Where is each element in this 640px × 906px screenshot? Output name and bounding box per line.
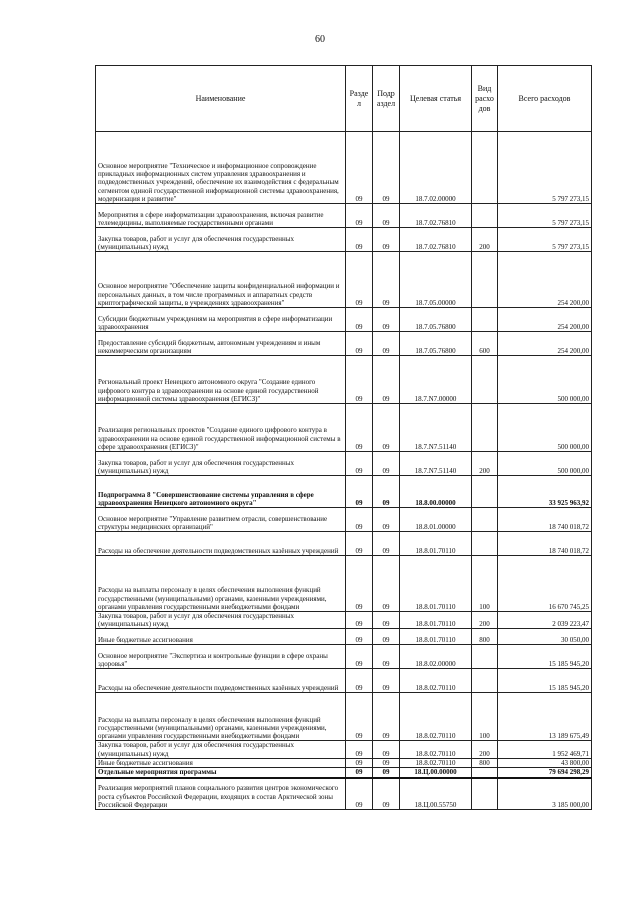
cell-target: 18.8.01.70110	[400, 556, 472, 612]
cell-name: Закупка товаров, работ и услуг для обеспечения государственных (муниципальных) нужд	[96, 741, 346, 758]
cell-name: Основное мероприятие "Обеспечение защиты конфиденциальной информации и персональных данных, в том числе программных и аппаратных средств криптографической защиты, в учреждениях здравоохранения"	[96, 252, 346, 308]
cell-expense-type	[472, 778, 498, 810]
cell-name: Субсидии бюджетным учреждениям на мероприятия в сфере информатизации здравоохранения	[96, 308, 346, 332]
cell-total: 500 000,00	[498, 356, 592, 404]
cell-subsection: 09	[373, 228, 400, 252]
cell-total: 5 797 273,15	[498, 204, 592, 228]
cell-subsection: 09	[373, 332, 400, 356]
cell-expense-type: 200	[472, 741, 498, 758]
table-row	[96, 404, 592, 452]
cell-name: Расходы на обеспечение деятельности подведомственных казённых учреждений	[96, 669, 346, 693]
cell-name: Региональный проект Ненецкого автономного округа "Создание единого цифрового контура в здравоохранении на основе единой государственной информационной системы здравоохранения (ЕГИСЗ)"	[96, 356, 346, 404]
table-row	[96, 476, 592, 508]
cell-expense-type	[472, 508, 498, 532]
cell-target: 18.7.05.76800	[400, 332, 472, 356]
cell-target: 18.7.02.00000	[400, 132, 472, 204]
page-number: 60	[315, 34, 325, 45]
cell-total: 30 050,00	[498, 629, 592, 645]
cell-expense-type	[472, 645, 498, 669]
cell-total: 5 797 273,15	[498, 132, 592, 204]
cell-name: Расходы на обеспечение деятельности подведомственных казённых учреждений	[96, 532, 346, 556]
table-row	[96, 532, 592, 556]
cell-total: 254 200,00	[498, 252, 592, 308]
cell-section: 09	[346, 556, 373, 612]
cell-expense-type: 800	[472, 758, 498, 767]
table-row	[96, 132, 592, 204]
cell-section: 09	[346, 758, 373, 767]
cell-expense-type: 200	[472, 228, 498, 252]
cell-total: 254 200,00	[498, 332, 592, 356]
cell-section: 09	[346, 778, 373, 810]
cell-target: 18.8.02.70110	[400, 693, 472, 741]
cell-expense-type	[472, 204, 498, 228]
cell-subsection: 09	[373, 252, 400, 308]
table-row	[96, 308, 592, 332]
cell-total: 33 925 963,92	[498, 476, 592, 508]
table-row	[96, 332, 592, 356]
table-row	[96, 645, 592, 669]
table-row	[96, 612, 592, 629]
table-row	[96, 228, 592, 252]
cell-name: Реализация мероприятий планов социального развития центров экономического роста субъектов Российской Федерации, входящих в состав Арктической зоны Российской Федерации	[96, 778, 346, 810]
table-row	[96, 768, 592, 778]
col-header-name: Наименование	[96, 66, 346, 132]
cell-target: 18.7.N7.00000	[400, 356, 472, 404]
cell-name: Отдельные мероприятия программы	[96, 768, 346, 778]
table-row	[96, 252, 592, 308]
cell-name: Закупка товаров, работ и услуг для обеспечения государственных (муниципальных) нужд	[96, 612, 346, 629]
cell-expense-type: 600	[472, 332, 498, 356]
cell-expense-type	[472, 252, 498, 308]
cell-expense-type	[472, 669, 498, 693]
cell-target: 18.7.N7.51140	[400, 404, 472, 452]
cell-subsection: 09	[373, 132, 400, 204]
cell-expense-type: 800	[472, 629, 498, 645]
table-row	[96, 778, 592, 810]
cell-section: 09	[346, 404, 373, 452]
cell-total: 18 740 018,72	[498, 532, 592, 556]
budget-table	[95, 65, 592, 810]
cell-expense-type	[472, 768, 498, 778]
cell-subsection: 09	[373, 404, 400, 452]
cell-target: 18.7.N7.51140	[400, 452, 472, 476]
cell-name: Основное мероприятие "Управление развитием отрасли, совершенствование структуры медицинских организаций"	[96, 508, 346, 532]
cell-target: 18.7.02.76810	[400, 204, 472, 228]
cell-expense-type	[472, 308, 498, 332]
cell-name: Расходы на выплаты персоналу в целях обеспечения выполнения функций государственными (муниципальными) органами, казенными учреждениями, органами управления государственными внебюджетными фондами	[96, 556, 346, 612]
table-row	[96, 556, 592, 612]
cell-target: 18.8.01.00000	[400, 508, 472, 532]
cell-section: 09	[346, 356, 373, 404]
cell-subsection: 09	[373, 452, 400, 476]
table-row	[96, 452, 592, 476]
cell-subsection: 09	[373, 645, 400, 669]
cell-section: 09	[346, 532, 373, 556]
cell-target: 18.8.02.70110	[400, 741, 472, 758]
cell-name: Расходы на выплаты персоналу в целях обеспечения выполнения функций государственными (муниципальными) органами, казенными учреждениями, органами управления государственными внебюджетными фондами	[96, 693, 346, 741]
cell-subsection: 09	[373, 532, 400, 556]
table-row	[96, 356, 592, 404]
cell-section: 09	[346, 228, 373, 252]
cell-expense-type	[472, 404, 498, 452]
cell-target: 18.Ц.00.00000	[400, 768, 472, 778]
cell-section: 09	[346, 204, 373, 228]
cell-total: 15 185 945,20	[498, 645, 592, 669]
cell-target: 18.8.02.00000	[400, 645, 472, 669]
cell-total: 500 000,00	[498, 404, 592, 452]
cell-target: 18.8.00.00000	[400, 476, 472, 508]
cell-subsection: 09	[373, 669, 400, 693]
table-row	[96, 629, 592, 645]
col-header-target: Целевая статья	[400, 66, 472, 132]
cell-total: 1 952 469,71	[498, 741, 592, 758]
cell-subsection: 09	[373, 741, 400, 758]
cell-expense-type	[472, 476, 498, 508]
cell-subsection: 09	[373, 556, 400, 612]
cell-total: 15 185 945,20	[498, 669, 592, 693]
cell-name: Мероприятия в сфере информатизации здравоохранения, включая развитие телемедицины, выполняемые государственными органами	[96, 204, 346, 228]
col-header-expense-type: Вид расхо дов	[472, 66, 498, 132]
cell-subsection: 09	[373, 508, 400, 532]
cell-subsection: 09	[373, 693, 400, 741]
cell-total: 16 670 745,25	[498, 556, 592, 612]
cell-name: Основное мероприятие "Экспертиза и контрольные функции в сфере охраны здоровья"	[96, 645, 346, 669]
cell-target: 18.7.05.00000	[400, 252, 472, 308]
cell-section: 09	[346, 645, 373, 669]
col-header-subsection: Подр аздел	[373, 66, 400, 132]
cell-section: 09	[346, 629, 373, 645]
table-row	[96, 741, 592, 758]
cell-name: Закупка товаров, работ и услуг для обеспечения государственных (муниципальных) нужд	[96, 452, 346, 476]
cell-section: 09	[346, 452, 373, 476]
cell-total: 254 200,00	[498, 308, 592, 332]
cell-expense-type: 200	[472, 612, 498, 629]
cell-section: 09	[346, 476, 373, 508]
cell-subsection: 09	[373, 476, 400, 508]
cell-target: 18.8.01.70110	[400, 612, 472, 629]
cell-name: Иные бюджетные ассигнования	[96, 629, 346, 645]
cell-total: 2 039 223,47	[498, 612, 592, 629]
cell-subsection: 09	[373, 768, 400, 778]
table-body	[96, 132, 592, 810]
cell-subsection: 09	[373, 629, 400, 645]
cell-section: 09	[346, 508, 373, 532]
cell-subsection: 09	[373, 308, 400, 332]
cell-section: 09	[346, 693, 373, 741]
cell-name: Подпрограмма 8 "Совершенствование системы управления в сфере здравоохранения Ненецкого автономного округа"	[96, 476, 346, 508]
cell-name: Предоставление субсидий бюджетным, автономным учреждениям и иным некоммерческим организациям	[96, 332, 346, 356]
cell-expense-type	[472, 356, 498, 404]
table-row	[96, 204, 592, 228]
cell-target: 18.8.01.70110	[400, 532, 472, 556]
cell-target: 18.8.02.70110	[400, 669, 472, 693]
cell-subsection: 09	[373, 758, 400, 767]
cell-subsection: 09	[373, 204, 400, 228]
cell-target: 18.8.01.70110	[400, 629, 472, 645]
cell-expense-type: 200	[472, 452, 498, 476]
table-row	[96, 669, 592, 693]
col-header-total: Всего расходов	[498, 66, 592, 132]
cell-target: 18.7.02.76810	[400, 228, 472, 252]
cell-target: 18.8.02.70110	[400, 758, 472, 767]
cell-section: 09	[346, 308, 373, 332]
cell-name: Реализация региональных проектов "Создание единого цифрового контура в здравоохранении на основе единой государственной информационной системы в сфере здравоохранения (ЕГИСЗ)"	[96, 404, 346, 452]
col-header-section: Разде л	[346, 66, 373, 132]
cell-section: 09	[346, 332, 373, 356]
cell-subsection: 09	[373, 612, 400, 629]
cell-total: 79 694 298,29	[498, 768, 592, 778]
cell-name: Основное мероприятие "Техническое и информационное сопровождение прикладных информационных систем управления здравоохранения и подведомственных учреждений, обеспечение их взаимодействия с федеральным сегментом единой государственной информационной системы здравоохранения, модернизация и развитие"	[96, 132, 346, 204]
table-row	[96, 693, 592, 741]
cell-name: Закупка товаров, работ и услуг для обеспечения государственных (муниципальных) нужд	[96, 228, 346, 252]
cell-section: 09	[346, 132, 373, 204]
cell-expense-type: 100	[472, 693, 498, 741]
cell-total: 5 797 273,15	[498, 228, 592, 252]
cell-section: 09	[346, 768, 373, 778]
cell-section: 09	[346, 252, 373, 308]
cell-total: 3 185 000,00	[498, 778, 592, 810]
cell-section: 09	[346, 612, 373, 629]
cell-target: 18.Ц.00.55750	[400, 778, 472, 810]
cell-total: 500 000,00	[498, 452, 592, 476]
cell-section: 09	[346, 741, 373, 758]
cell-expense-type: 100	[472, 556, 498, 612]
table-row	[96, 508, 592, 532]
table-row	[96, 758, 592, 767]
cell-expense-type	[472, 532, 498, 556]
cell-section: 09	[346, 669, 373, 693]
cell-subsection: 09	[373, 778, 400, 810]
table-header-row	[96, 66, 592, 132]
cell-name: Иные бюджетные ассигнования	[96, 758, 346, 767]
cell-total: 13 189 675,49	[498, 693, 592, 741]
cell-target: 18.7.05.76800	[400, 308, 472, 332]
cell-subsection: 09	[373, 356, 400, 404]
cell-total: 18 740 018,72	[498, 508, 592, 532]
cell-total: 43 800,00	[498, 758, 592, 767]
cell-expense-type	[472, 132, 498, 204]
